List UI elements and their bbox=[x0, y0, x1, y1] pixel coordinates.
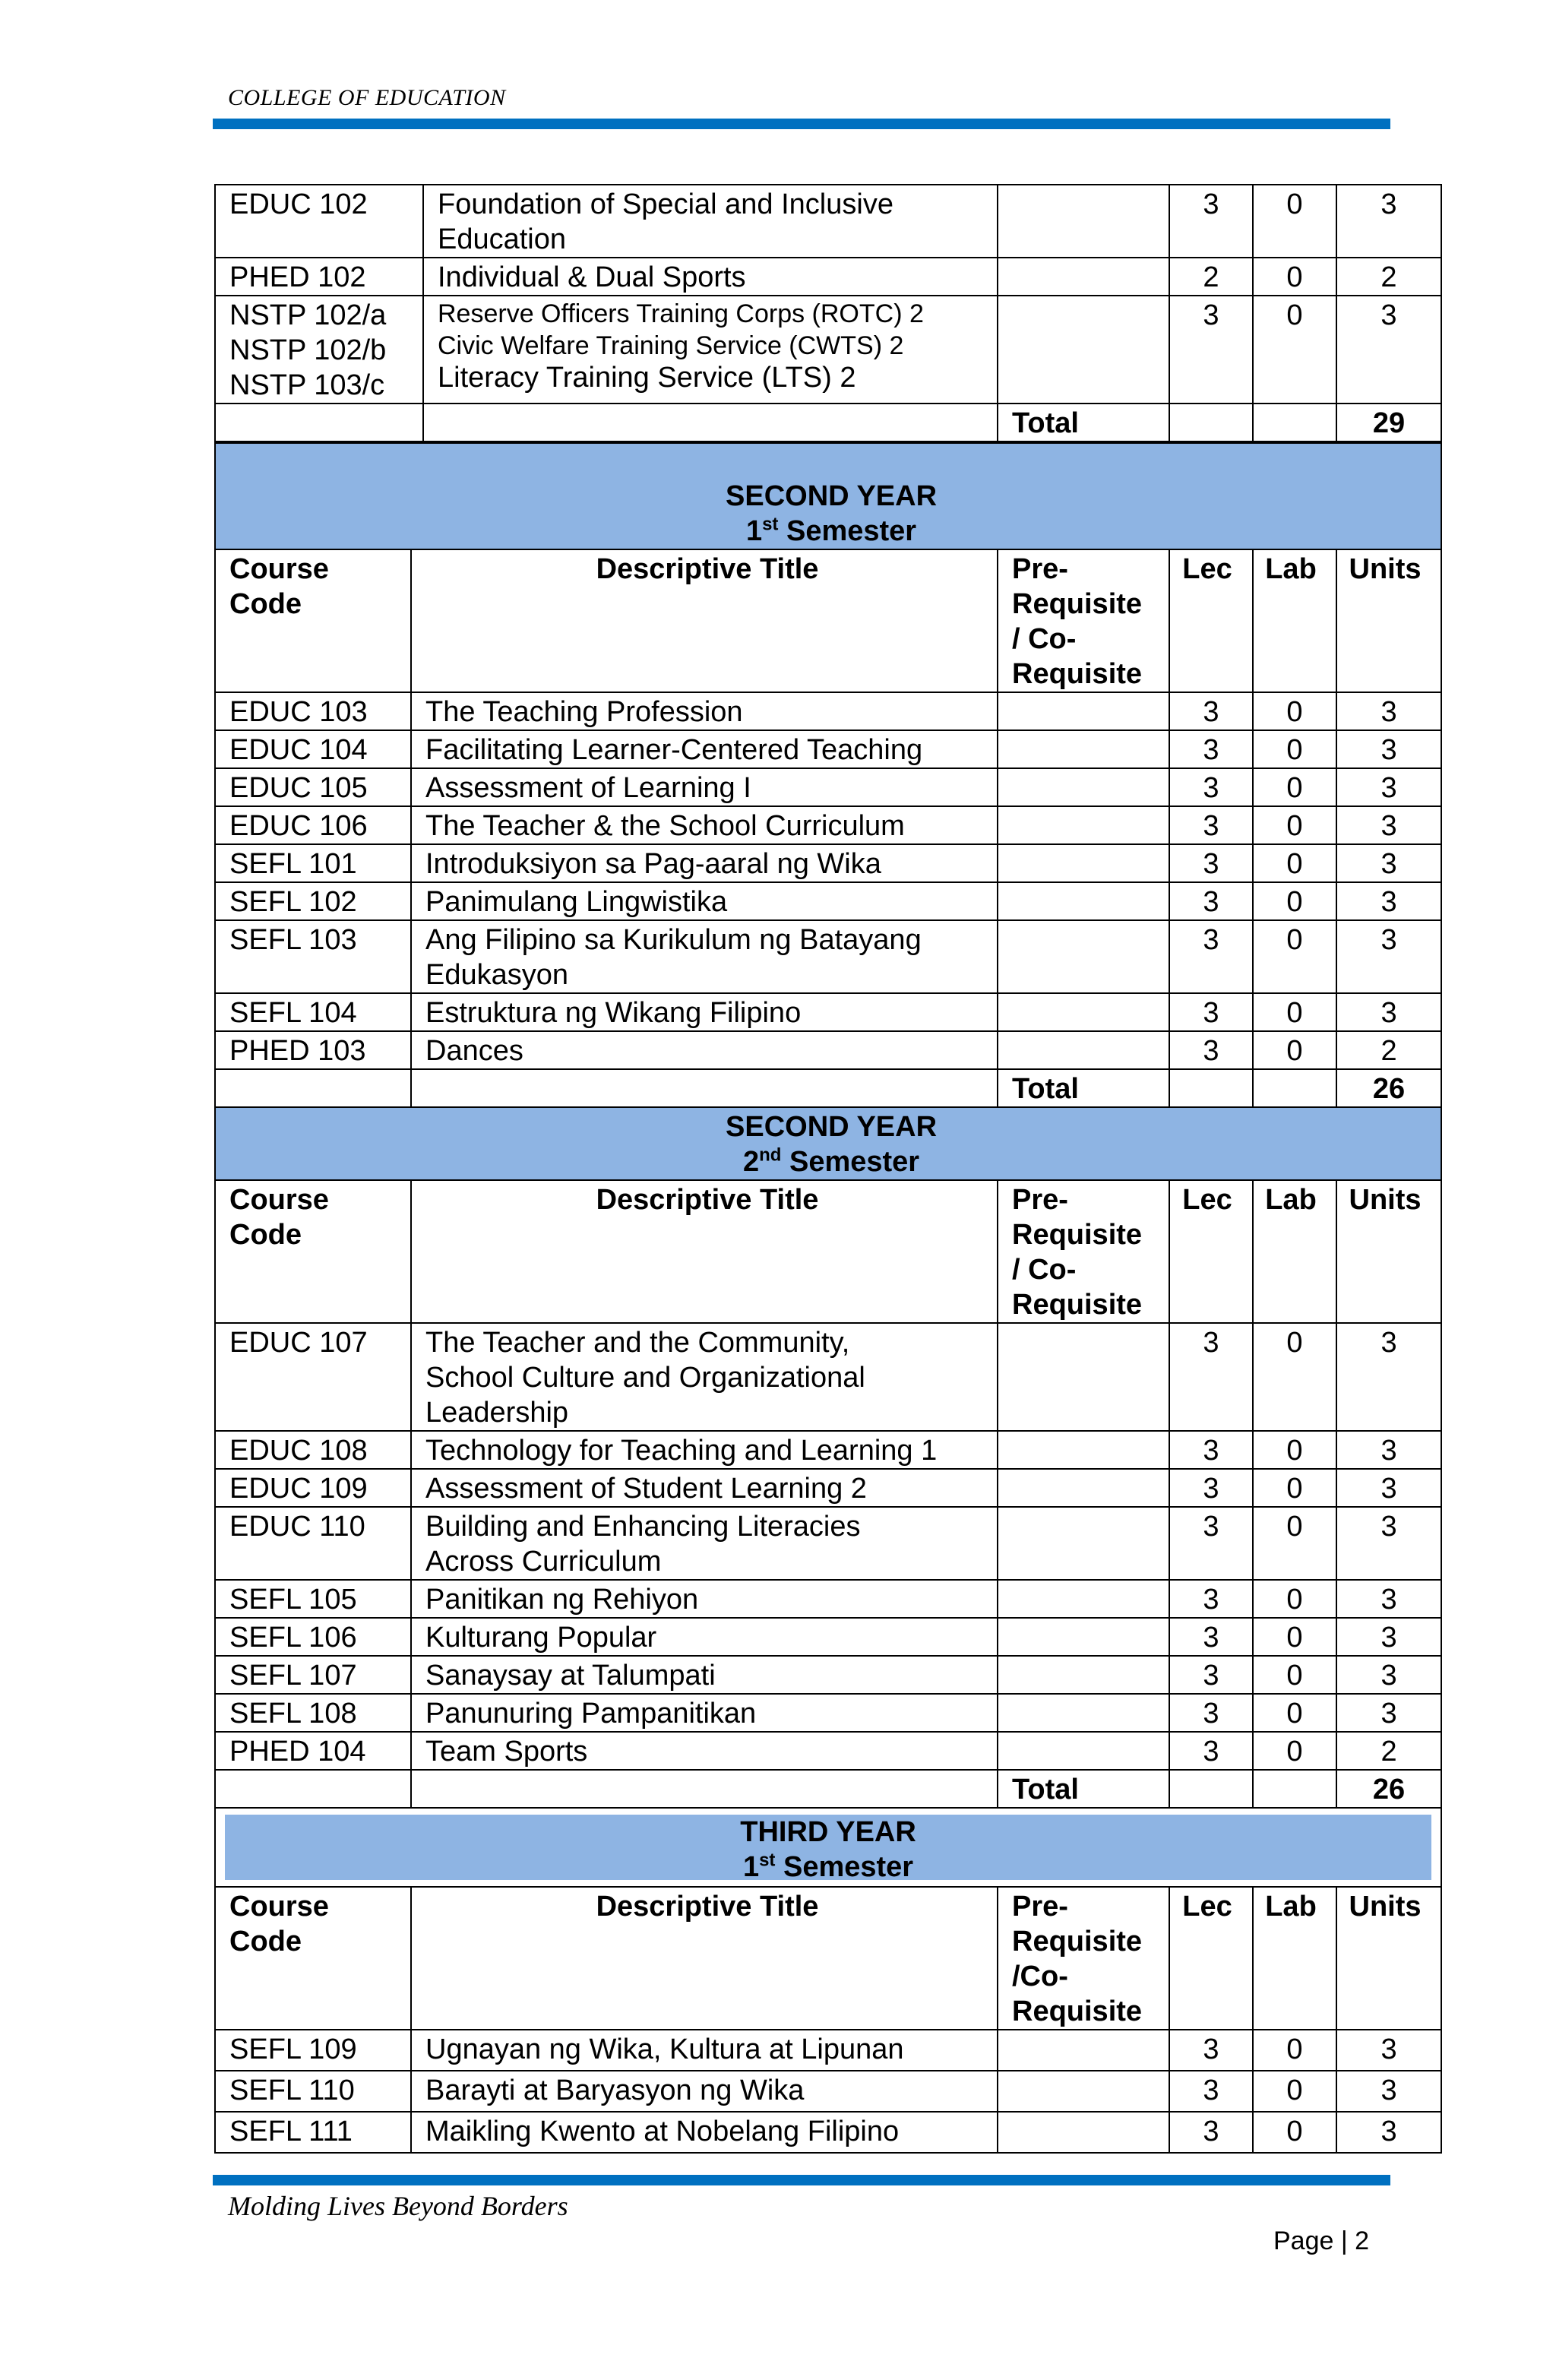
column-header-row bbox=[215, 1887, 1441, 2030]
column-header-row bbox=[215, 549, 1441, 692]
course-title: Foundation of Special and Inclusive Education bbox=[423, 185, 998, 258]
semester-heading: 1st Semester bbox=[742, 1850, 914, 1883]
lec-header: Lec bbox=[1169, 549, 1253, 692]
prerequisite-header: Pre- Requisite / Co- Requisite bbox=[998, 549, 1169, 692]
second-year-first-semester-table bbox=[214, 442, 1442, 2154]
prerequisite-cell bbox=[998, 258, 1169, 296]
units-header: Units bbox=[1336, 1887, 1441, 2030]
course-code-header: Course Code bbox=[215, 1887, 411, 2030]
table-row: SEFL 103 Ang Filipino sa Kurikulum ng Batayang Edukasyon 3 0 3 bbox=[215, 920, 1441, 993]
course-code bbox=[215, 296, 423, 404]
total-row bbox=[215, 1069, 1441, 1107]
document-header-title: COLLEGE OF EDUCATION bbox=[228, 85, 506, 110]
descriptive-title-header: Descriptive Title bbox=[411, 549, 998, 692]
total-row bbox=[215, 404, 1441, 442]
lab-value: 0 bbox=[1253, 185, 1336, 258]
semester-band bbox=[215, 443, 1441, 549]
year-heading: SECOND YEAR bbox=[726, 480, 938, 512]
table-row bbox=[215, 185, 1441, 258]
prerequisite-cell bbox=[998, 185, 1169, 258]
year-heading: THIRD YEAR bbox=[740, 1816, 916, 1848]
units-value: 2 bbox=[1336, 258, 1441, 296]
table-row bbox=[215, 258, 1441, 296]
lec-header: Lec bbox=[1169, 1887, 1253, 2030]
semester-heading: 2nd Semester bbox=[742, 1144, 920, 1178]
table-row: EDUC 105 Assessment of Learning I 3 0 3 bbox=[215, 768, 1441, 806]
total-label: Total bbox=[998, 1069, 1169, 1107]
course-code: PHED 102 bbox=[215, 258, 423, 296]
units-header: Units bbox=[1336, 549, 1441, 692]
units-value: 3 bbox=[1336, 185, 1441, 258]
lec-value: 3 bbox=[1169, 185, 1253, 258]
curriculum-sheet bbox=[214, 184, 1441, 2154]
total-label: Total bbox=[998, 404, 1169, 442]
course-code-line: NSTP 103/c bbox=[229, 369, 385, 401]
table-row: EDUC 103 The Teaching Profession 3 0 3 bbox=[215, 692, 1441, 730]
course-code-line: NSTP 102/a bbox=[229, 299, 387, 331]
prerequisite-header: Pre- Requisite / Co- Requisite bbox=[998, 1180, 1169, 1323]
course-code: EDUC 102 bbox=[215, 185, 423, 258]
semester-heading: 1st Semester bbox=[745, 514, 917, 547]
table-row: EDUC 109 Assessment of Student Learning 2 3 0 3 bbox=[215, 1469, 1441, 1507]
table-row: EDUC 106 The Teacher & the School Curriculum 3 0 3 bbox=[215, 806, 1441, 844]
table-row: SEFL 109 Ugnayan ng Wika, Kultura at Lipunan 3 0 3 bbox=[215, 2030, 1441, 2071]
lec-value: 3 bbox=[1169, 296, 1253, 404]
lab-header: Lab bbox=[1253, 549, 1336, 692]
course-title-line: Literacy Training Service (LTS) 2 bbox=[438, 362, 856, 394]
semester-band bbox=[215, 1808, 1441, 1887]
course-code-line: NSTP 102/b bbox=[229, 334, 387, 366]
course-title-line: Civic Welfare Training Service (CWTS) 2 bbox=[438, 331, 904, 360]
table-row: SEFL 101 Introduksiyon sa Pag-aaral ng Wika 3 0 3 bbox=[215, 844, 1441, 882]
total-units: 29 bbox=[1336, 404, 1441, 442]
course-code-header: Course Code bbox=[215, 549, 411, 692]
column-header-row bbox=[215, 1180, 1441, 1323]
semester-band bbox=[215, 1107, 1441, 1180]
table-row: PHED 104 Team Sports 3 0 2 bbox=[215, 1732, 1441, 1770]
lab-value: 0 bbox=[1253, 258, 1336, 296]
table-row: EDUC 107 The Teacher and the Community, School Culture and Organizational Leadership 3 0 3 bbox=[215, 1323, 1441, 1431]
course-title-line: Reserve Officers Training Corps (ROTC) 2 bbox=[438, 299, 924, 328]
table-row: SEFL 111 Maikling Kwento at Nobelang Filipino 3 0 3 bbox=[215, 2112, 1441, 2153]
descriptive-title-header: Descriptive Title bbox=[411, 1887, 998, 2030]
lec-value: 2 bbox=[1169, 258, 1253, 296]
table-row: EDUC 104 Facilitating Learner-Centered Teaching 3 0 3 bbox=[215, 730, 1441, 768]
table-row: SEFL 105 Panitikan ng Rehiyon 3 0 3 bbox=[215, 1580, 1441, 1618]
header-rule bbox=[213, 119, 1390, 129]
total-label: Total bbox=[998, 1770, 1169, 1808]
table-row: EDUC 108 Technology for Teaching and Learning 1 3 0 3 bbox=[215, 1431, 1441, 1469]
units-header: Units bbox=[1336, 1180, 1441, 1323]
total-units: 26 bbox=[1336, 1069, 1441, 1107]
footer-motto: Molding Lives Beyond Borders bbox=[228, 2191, 568, 2221]
course-title bbox=[423, 296, 998, 404]
lec-header: Lec bbox=[1169, 1180, 1253, 1323]
total-row bbox=[215, 1770, 1441, 1808]
footer-rule bbox=[213, 2175, 1390, 2185]
table-row bbox=[215, 296, 1441, 404]
lab-header: Lab bbox=[1253, 1887, 1336, 2030]
table-row: PHED 103 Dances 3 0 2 bbox=[215, 1031, 1441, 1069]
page-number: Page | 2 bbox=[1273, 2227, 1370, 2255]
first-year-carryover-table bbox=[214, 184, 1442, 442]
table-row: SEFL 106 Kulturang Popular 3 0 3 bbox=[215, 1618, 1441, 1656]
lab-header: Lab bbox=[1253, 1180, 1336, 1323]
table-row: SEFL 110 Barayti at Baryasyon ng Wika 3 0 3 bbox=[215, 2071, 1441, 2112]
course-code-header: Course Code bbox=[215, 1180, 411, 1323]
course-title: Individual & Dual Sports bbox=[423, 258, 998, 296]
prerequisite-cell bbox=[998, 296, 1169, 404]
lab-value: 0 bbox=[1253, 296, 1336, 404]
total-units: 26 bbox=[1336, 1770, 1441, 1808]
descriptive-title-header: Descriptive Title bbox=[411, 1180, 998, 1323]
year-heading: SECOND YEAR bbox=[726, 1111, 938, 1143]
units-value: 3 bbox=[1336, 296, 1441, 404]
table-row: EDUC 110 Building and Enhancing Literacies Across Curriculum 3 0 3 bbox=[215, 1507, 1441, 1580]
table-row: SEFL 108 Panunuring Pampanitikan 3 0 3 bbox=[215, 1694, 1441, 1732]
table-row: SEFL 107 Sanaysay at Talumpati 3 0 3 bbox=[215, 1656, 1441, 1694]
table-row: SEFL 102 Panimulang Lingwistika 3 0 3 bbox=[215, 882, 1441, 920]
table-row: SEFL 104 Estruktura ng Wikang Filipino 3 0 3 bbox=[215, 993, 1441, 1031]
prerequisite-header: Pre- Requisite /Co- Requisite bbox=[998, 1887, 1169, 2030]
